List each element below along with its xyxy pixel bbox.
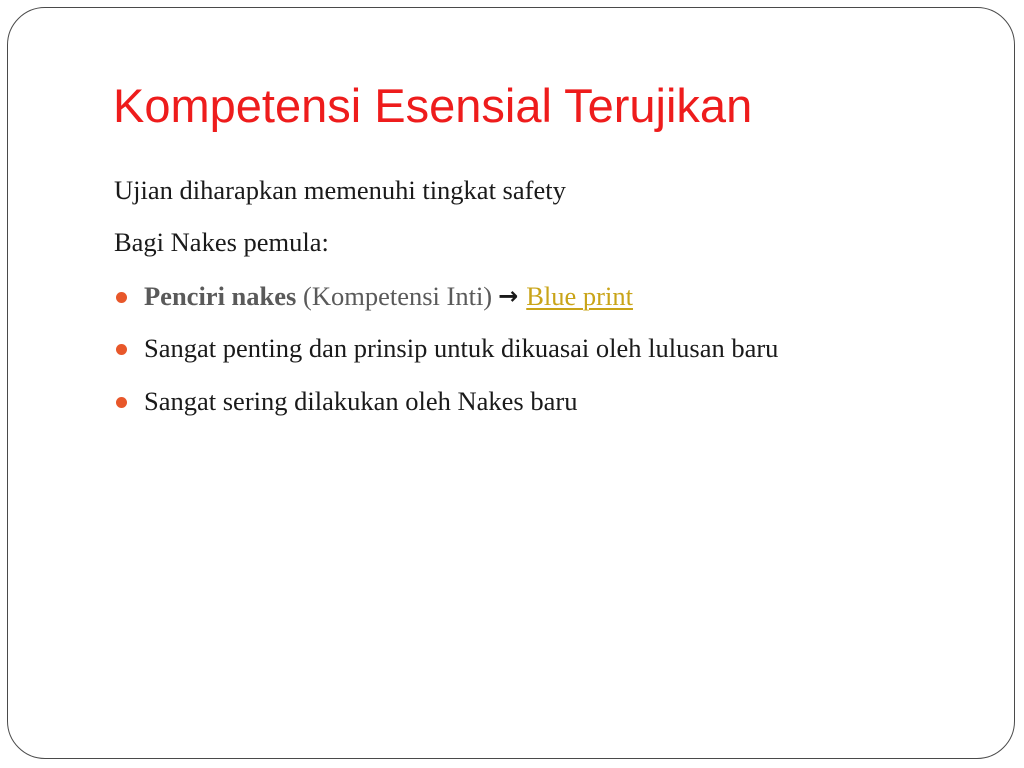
slide-title: Kompetensi Esensial Terujikan: [113, 79, 753, 132]
bullet-dot-icon: [116, 344, 127, 355]
arrow-right-icon: →: [498, 282, 519, 310]
bullet-bold-text: Penciri nakes: [144, 281, 297, 311]
intro-line: Ujian diharapkan memenuhi tingkat safety: [114, 175, 566, 205]
bullet-text: Sangat sering dilakukan oleh Nakes baru: [144, 386, 578, 416]
blue-print-link[interactable]: Blue print: [526, 281, 633, 311]
subheading-line: Bagi Nakes pemula:: [114, 227, 329, 257]
bullet-dot-icon: [116, 292, 127, 303]
bullet-dot-icon: [116, 397, 127, 408]
bullet-content: [144, 283, 633, 310]
bullet-text: Sangat penting dan prinsip untuk dikuasai oleh lulusan baru: [144, 333, 779, 363]
bullet-paren-text: (Kompetensi Inti): [303, 281, 493, 311]
